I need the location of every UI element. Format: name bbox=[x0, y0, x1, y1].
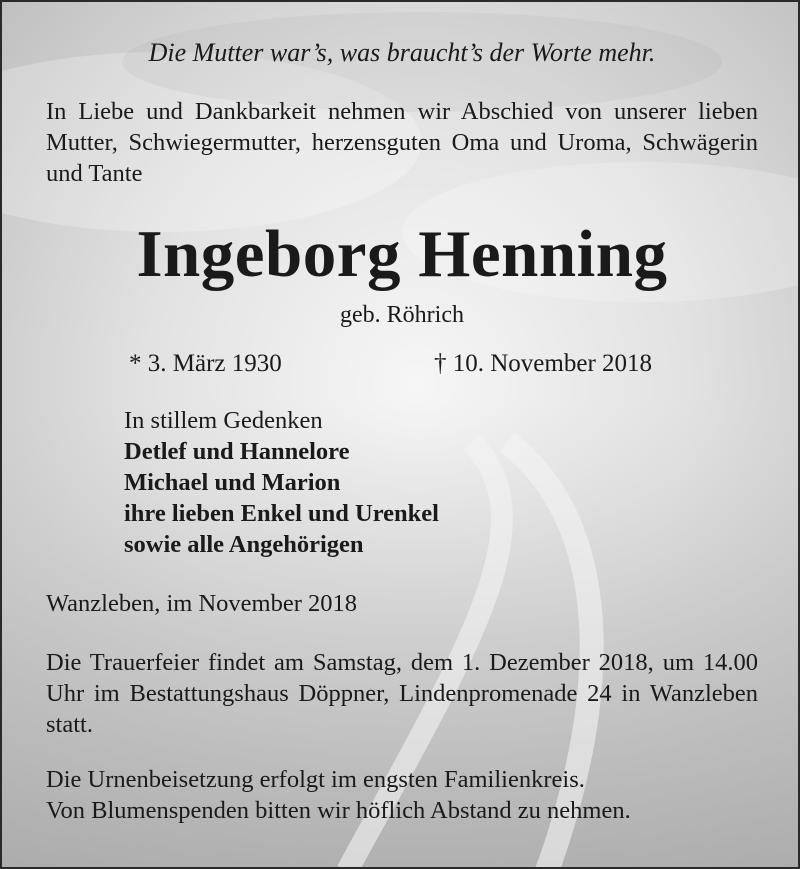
death-date: † 10. November 2018 bbox=[434, 350, 653, 377]
deceased-name: Ingeborg Henning bbox=[136, 217, 668, 291]
place-and-date: Wanzleben, im November 2018 bbox=[46, 590, 357, 617]
mourner-name: ihre lieben Enkel und Urenkel bbox=[124, 500, 439, 527]
mourner-name: Detlef und Hannelore bbox=[124, 438, 350, 465]
birth-date: * 3. März 1930 bbox=[129, 350, 282, 377]
maiden-name: geb. Röhrich bbox=[340, 302, 464, 328]
mourner-name: sowie alle Angehörigen bbox=[124, 531, 364, 558]
intro-paragraph: In Liebe und Dankbarkeit nehmen wir Abschied von unserer lieben Mutter, Schwiegermutter, herzensguten Oma und Uroma, Schwägerin und Tante bbox=[46, 98, 758, 187]
urn-line: Die Urnenbeisetzung erfolgt im engsten Familienkreis. bbox=[46, 766, 585, 793]
funeral-service-info: Die Trauerfeier findet am Samstag, dem 1. Dezember 2018, um 14.00 Uhr im Bestattungshaus Döppner, Lindenpromenade 24 in Wanzleben statt. bbox=[46, 649, 758, 738]
urn-burial-info bbox=[46, 764, 758, 826]
mourner-name: Michael und Marion bbox=[124, 469, 341, 496]
motto: Die Mutter war’s, was braucht’s der Worte mehr. bbox=[148, 38, 656, 67]
urn-line: Von Blumenspenden bitten wir höflich Abstand zu nehmen. bbox=[46, 797, 631, 824]
mourners-intro: In stillem Gedenken bbox=[124, 407, 323, 434]
mourners-block bbox=[124, 405, 439, 560]
